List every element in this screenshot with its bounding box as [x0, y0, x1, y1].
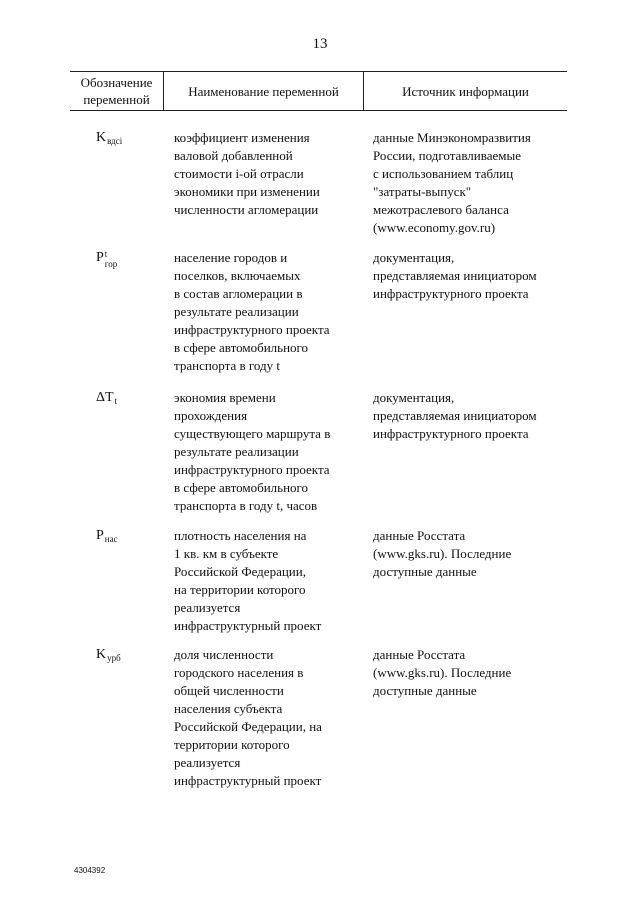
- variable-symbol: $\Delta T_t$: [96, 390, 118, 406]
- variable-name: плотность населения на 1 кв. км в субъекте Российской Федерации, на территории которого реализуется инфраструктурный проект: [174, 528, 322, 633]
- variable-name: население городов и поселков, включаемых в состав агломерации в результате реализации инфраструктурного проекта в сфере автомобильного транспорта в году t: [174, 250, 330, 373]
- variable-source: документация, представляемая инициатором инфраструктурного проекта: [373, 250, 537, 301]
- variable-source: документация, представляемая инициатором инфраструктурного проекта: [373, 390, 537, 441]
- variable-source: данные Минэкономразвития России, подготавливаемые с использованием таблиц "затраты-выпуск" межотраслевого баланса (www.economy.gov.ru): [373, 130, 531, 235]
- variable-symbol: $P_{нас}$: [96, 528, 118, 544]
- header-info-source: Источник информации: [402, 83, 529, 99]
- page-number: 13: [312, 36, 328, 52]
- variable-symbol: P t гор: [96, 248, 118, 269]
- variable-name: экономия времени прохождения существующего маршрута в результате реализации инфраструктурного проекта в сфере автомобильного транспорта в году t, часов: [174, 390, 331, 513]
- variable-source: данные Росстата (www.gks.ru). Последние доступные данные: [373, 647, 512, 698]
- document-code: 4304392: [74, 866, 106, 875]
- header-designation: Обозначение переменной: [70, 72, 164, 110]
- variable-source: данные Росстата (www.gks.ru). Последние доступные данные: [373, 528, 512, 579]
- variable-symbol: $K_{вдсi}$: [96, 130, 123, 146]
- table-header: [70, 72, 567, 111]
- variable-name: коэффициент изменения валовой добавленной стоимости i-ой отрасли экономики при изменении численности агломерации: [174, 130, 320, 217]
- variables-table: [70, 71, 567, 788]
- variable-name: доля численности городского населения в общей численности населения субъекта Российской Федерации, на территории которого реализуется инфраструктурный проект: [174, 647, 322, 788]
- header-variable-name: Наименование переменной: [164, 72, 364, 110]
- variable-symbol: $K_{урб}$: [96, 647, 121, 663]
